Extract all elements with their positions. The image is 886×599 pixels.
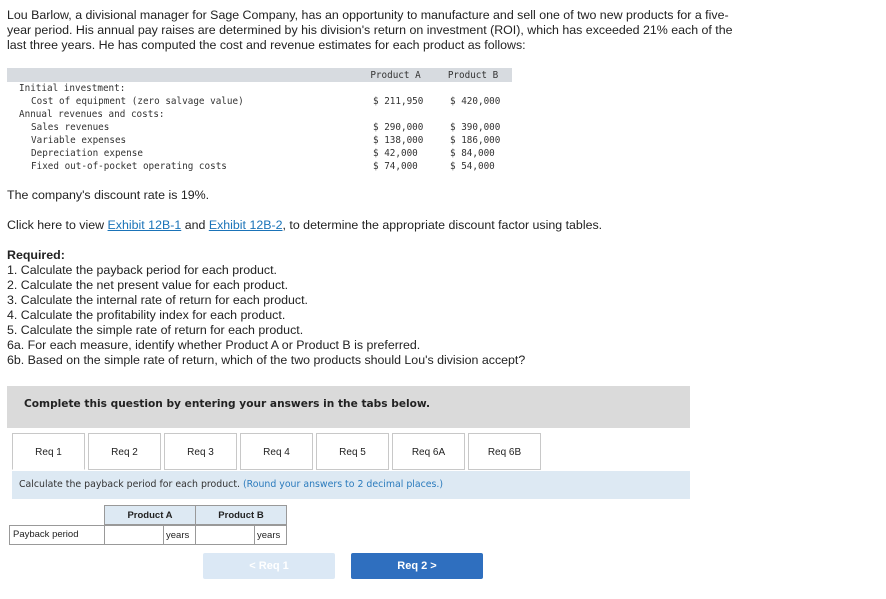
row-label: Sales revenues bbox=[31, 122, 110, 133]
tab-req-6b[interactable]: Req 6B bbox=[468, 433, 541, 470]
table-row bbox=[7, 160, 512, 173]
required-item: 6b. Based on the simple rate of return, which of the two products should Lou's division accept? bbox=[7, 353, 526, 367]
tab-req-5[interactable]: Req 5 bbox=[316, 433, 389, 470]
table-row bbox=[7, 134, 512, 147]
instruction-text: Calculate the payback period for each product. bbox=[19, 479, 240, 490]
required-item: 1. Calculate the payback period for each product. bbox=[7, 263, 278, 277]
table-row bbox=[7, 95, 512, 108]
required-item: 2. Calculate the net present value for each product. bbox=[7, 278, 289, 292]
required-item: 6a. For each measure, identify whether Product A or Product B is preferred. bbox=[7, 338, 421, 352]
exhibit-text-mid: and bbox=[181, 218, 209, 232]
tab-req-2[interactable]: Req 2 bbox=[88, 433, 161, 470]
required-list bbox=[7, 248, 525, 368]
req-tabs bbox=[12, 433, 690, 471]
exhibit-instruction bbox=[7, 218, 602, 232]
required-title: Required: bbox=[7, 248, 65, 262]
prev-req-button[interactable]: < Req 1 bbox=[203, 553, 335, 579]
table-header bbox=[7, 68, 512, 82]
value-a: $ 74,000 bbox=[373, 161, 418, 172]
required-item: 5. Calculate the simple rate of return for each product. bbox=[7, 323, 304, 337]
years-unit-b: years bbox=[255, 525, 287, 545]
value-a: $ 211,950 bbox=[373, 96, 424, 107]
next-req-button[interactable]: Req 2 > bbox=[351, 553, 483, 579]
value-a: $ 138,000 bbox=[373, 135, 424, 146]
table-row bbox=[7, 82, 512, 95]
answer-col-product-b: Product B bbox=[195, 505, 287, 525]
payback-product-b-input[interactable] bbox=[195, 525, 255, 545]
instruction-note: (Round your answers to 2 decimal places.) bbox=[242, 479, 444, 490]
complete-banner bbox=[7, 386, 690, 428]
row-label: Variable expenses bbox=[31, 135, 127, 146]
row-label: Depreciation expense bbox=[31, 148, 143, 159]
value-a: $ 290,000 bbox=[373, 122, 424, 133]
row-label: Annual revenues and costs: bbox=[19, 109, 165, 120]
required-item: 4. Calculate the profitability index for each product. bbox=[7, 308, 286, 322]
years-unit-a: years bbox=[164, 525, 196, 545]
col-product-b: Product B bbox=[447, 70, 499, 81]
problem-intro: Lou Barlow, a divisional manager for Sage Company, has an opportunity to manufacture and sell one of two new products for a five-year period. His annual pay raises are determined by his division's return on investment (ROI), which has exceeded 21% each of the last three years. He has computed the cost and revenue estimates for each product as follows: bbox=[7, 8, 733, 52]
instruction-bar bbox=[12, 471, 690, 499]
exhibit-12b-1-link[interactable]: Exhibit 12B-1 bbox=[107, 218, 182, 232]
complete-banner-text: Complete this question by entering your answers in the tabs below. bbox=[24, 398, 431, 410]
exhibit-text-pre: Click here to view bbox=[7, 218, 108, 232]
exhibit-12b-2-link[interactable]: Exhibit 12B-2 bbox=[208, 218, 283, 232]
tab-req-4[interactable]: Req 4 bbox=[240, 433, 313, 470]
tab-req-1[interactable]: Req 1 bbox=[12, 433, 85, 470]
payback-period-label: Payback period bbox=[9, 525, 105, 545]
answer-col-product-a: Product A bbox=[104, 505, 196, 525]
tab-req-6a[interactable]: Req 6A bbox=[392, 433, 465, 470]
value-b: $ 54,000 bbox=[450, 161, 495, 172]
value-b: $ 84,000 bbox=[450, 148, 495, 159]
row-label: Fixed out-of-pocket operating costs bbox=[31, 161, 227, 172]
table-row bbox=[7, 147, 512, 160]
exhibit-text-post: , to determine the appropriate discount factor using tables. bbox=[282, 218, 603, 232]
payback-product-a-input[interactable] bbox=[104, 525, 164, 545]
value-a: $ 42,000 bbox=[373, 148, 418, 159]
table-row bbox=[7, 121, 512, 134]
required-item: 3. Calculate the internal rate of return for each product. bbox=[7, 293, 308, 307]
value-b: $ 186,000 bbox=[450, 135, 501, 146]
col-product-a: Product A bbox=[370, 70, 421, 81]
value-b: $ 420,000 bbox=[450, 96, 501, 107]
table-row bbox=[7, 108, 512, 121]
tab-req-3[interactable]: Req 3 bbox=[164, 433, 237, 470]
row-label: Initial investment: bbox=[19, 83, 126, 94]
instruction-text-wrap bbox=[19, 471, 443, 499]
value-b: $ 390,000 bbox=[450, 122, 501, 133]
row-label: Cost of equipment (zero salvage value) bbox=[31, 96, 244, 107]
cost-revenue-table bbox=[7, 68, 512, 173]
discount-rate-text: The company's discount rate is 19%. bbox=[7, 188, 210, 202]
